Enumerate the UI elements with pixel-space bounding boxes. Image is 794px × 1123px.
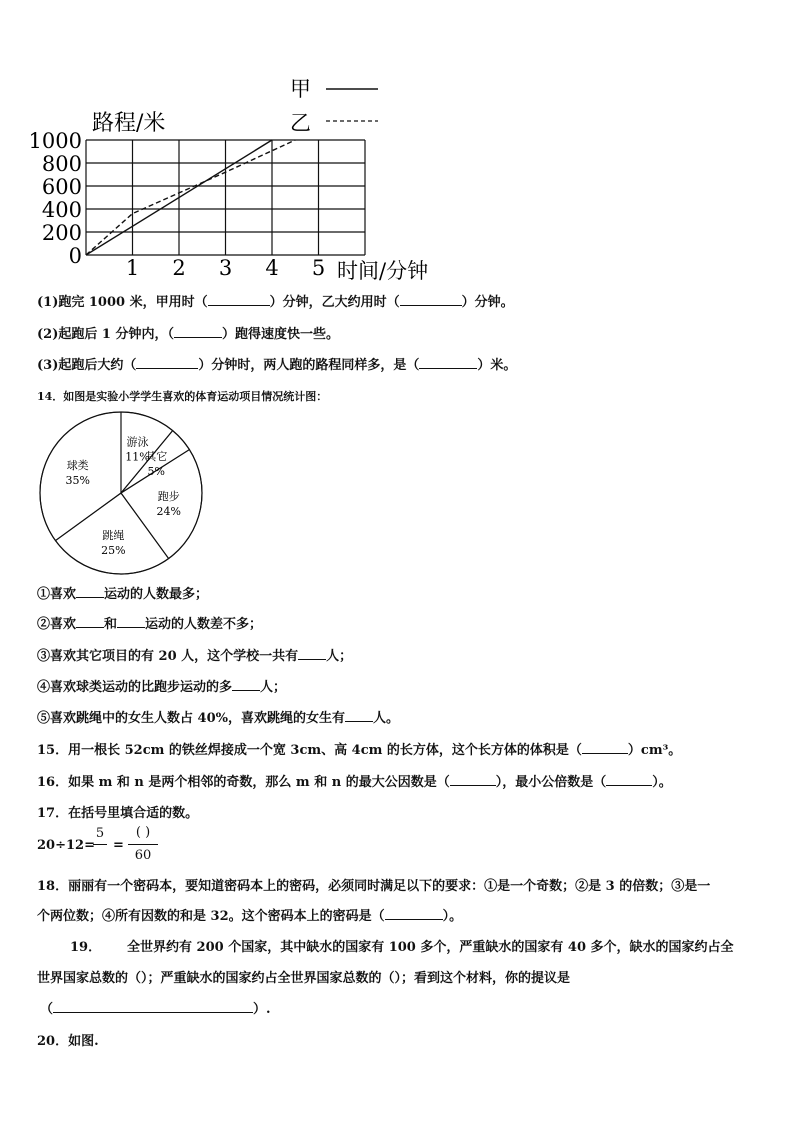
x-tick-label: 2 [172,256,186,280]
chart-tick-labels [29,129,326,280]
series-line-yi [86,140,295,255]
q15-blank-volume[interactable] [582,753,628,754]
pie-label: 跳绳 [102,529,125,543]
q17-equals: = [113,838,124,853]
y-tick-label: 1000 [28,129,82,153]
q18-line1: 18．丽丽有一个密码本，要知道密码本上的密码，必须同时满足以下的要求：①是一个奇数；②是 3 的倍数；③是一 [37,879,711,894]
q17-denominator: 60 [134,848,152,863]
q13-part3: (3)起跑后大约（ ）分钟时，两人跑的路程同样多，是（ ）米。 [37,358,517,373]
q17-lhs: 20÷12= [37,838,95,853]
pie-percent-label: 25% [101,544,126,558]
q14-blank-similar-b[interactable] [117,627,145,628]
q19-line2: 世界国家总数的（）；严重缺水的国家约占全世界国家总数的（）；看到这个材料，你的提议是 [37,971,571,986]
q17-text: 17．在括号里填合适的数。 [37,806,199,821]
q14-blank-difference[interactable] [232,690,260,691]
pie-label: 跑步 [157,490,180,504]
q14-blank-similar-a[interactable] [76,627,104,628]
q13-blank-faster[interactable] [174,337,222,338]
q13-blank-jia-time[interactable] [208,305,270,306]
y-tick-label: 200 [41,221,82,245]
q13-blank-minutes[interactable] [136,368,198,369]
q19-blank-suggestion[interactable] [53,1012,253,1013]
q20-text: 20．如图. [37,1034,99,1049]
x-tick-label: 5 [311,256,326,280]
x-axis-label: 时间/分钟 [337,259,429,283]
chart-legend [290,77,378,135]
q15: 15．用一根长 52cm 的铁丝焊接成一个宽 3cm、高 4cm 的长方体，这个长方体的体积是（ ）cm³。 [37,743,682,758]
chart-grid [86,140,365,255]
y-axis-label: 路程/米 [92,111,166,136]
q14-blank-most[interactable] [76,597,104,598]
chart-series [86,140,295,255]
q13-blank-yi-time[interactable] [400,305,462,306]
legend-label-jia: 甲 [290,77,311,101]
q19-line3: （ ）. [40,1002,271,1017]
pie-percent-label: 11% [125,450,150,464]
q17-numerator: 5 [95,826,105,841]
q14-s4: ④喜欢球类运动的比跑步运动的多 人； [37,680,287,695]
distance-time-line-chart [0,70,460,285]
q14-s5: ⑤喜欢跳绳中的女生人数占 40%，喜欢跳绳的女生有 人。 [37,711,399,726]
pie-label: 游泳 [126,435,149,449]
q14-blank-total[interactable] [298,659,326,660]
q17-equation [37,824,177,866]
q19-number: 19． [70,940,102,955]
q18-line2: 个两位数；④所有因数的和是 32。这个密码本上的密码是（ ）。 [37,909,463,924]
q16-blank-gcd[interactable] [450,785,496,786]
y-tick-label: 600 [41,175,82,199]
pie-percent-label: 5% [147,464,165,478]
q18-blank-password[interactable] [385,919,443,920]
pie-percent-label: 35% [65,473,90,487]
q13-part1: (1)跑完 1000 米，甲用时（ ）分钟，乙大约用时（ ）分钟。 [37,295,514,310]
y-tick-label: 800 [41,152,82,176]
q13-blank-meters[interactable] [419,368,477,369]
q17-fraction-bar-1 [93,844,107,845]
q14-s1: ①喜欢 运动的人数最多； [37,587,209,602]
q14-blank-girls[interactable] [345,721,373,722]
q13-part2: (2)起跑后 1 分钟内，（ ）跑得速度快一些。 [37,327,339,342]
pie-percent-label: 24% [156,505,181,519]
q14-s2: ②喜欢 和 运动的人数差不多； [37,617,263,632]
sports-pie-chart [36,408,212,584]
x-tick-label: 4 [265,256,279,280]
q14-text: 14．如图是实验小学学生喜欢的体育运动项目情况统计图： [37,390,328,403]
q17-blank-numerator[interactable]: ( ) [135,825,151,840]
q19-line1: 全世界约有 200 个国家，其中缺水的国家有 100 多个，严重缺水的国家有 40 多个，缺水的国家约占全 [127,940,734,955]
q16-blank-lcm[interactable] [606,785,652,786]
legend-label-yi: 乙 [290,111,311,135]
x-tick-label: 3 [218,256,233,280]
q17-fraction-bar-2 [128,844,158,845]
x-tick-label: 1 [125,256,140,280]
y-tick-label: 400 [41,198,82,222]
pie-label: 其它 [145,449,168,463]
pie-label: 球类 [66,458,89,472]
q16: 16．如果 m 和 n 是两个相邻的奇数，那么 m 和 n 的最大公因数是（ ），最小公倍数是（ ）。 [37,775,672,790]
y-tick-label: 0 [68,244,82,268]
q14-s3: ③喜欢其它项目的有 20 人，这个学校一共有 人； [37,649,353,664]
